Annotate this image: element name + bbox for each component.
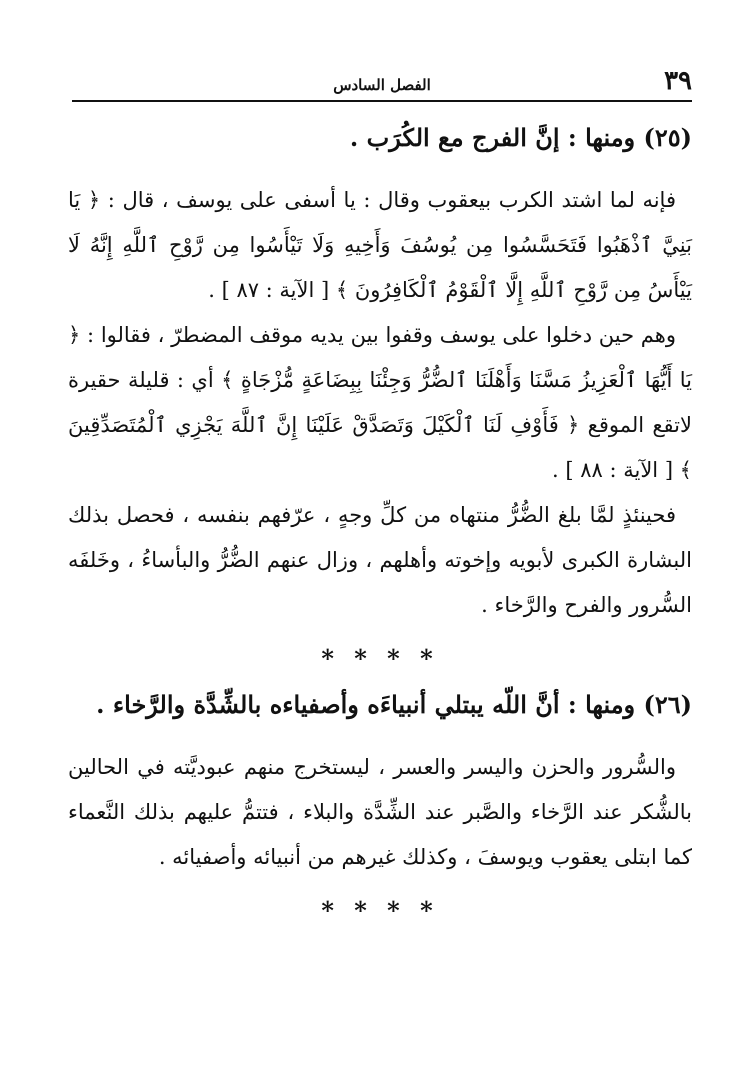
- paragraph: فحينئذٍ لمَّا بلغ الضُّرُّ منتهاه من كلِّ وجهٍ ، عرّفهم بنفسه ، فحصل بذلك البشارة الكبرى لأبويه وإخوته وأهلهم ، وزال عنهم الضُّرُّ والبأساءُ ، وخَلفَه السُّرور والفرح والرَّخاء .: [68, 503, 692, 617]
- section-heading-25: (٢٥) ومنها : إنَّ الفرج مع الكُرَب .: [349, 123, 692, 152]
- paragraph: وهم حين دخلوا على يوسف وقفوا بين يديه موقف المضطرّ ، فقالوا : ﴿ يَا أَيُّهَا ٱلْعَزِيزُ مَسَّنَا وَأَهْلَنَا ٱلضُّرُّ وَجِئْنَا بِبِضَاعَةٍ مُّزْجَاةٍ ﴾ أي : قليلة حقيرة لاتقع الموقع ﴿ فَأَوْفِ لَنَا ٱلْكَيْلَ وَتَصَدَّقْ عَلَيْنَا إِنَّ ٱللَّهَ يَجْزِي ٱلْمُتَصَدِّقِينَ ﴾ [ الآية : ٨٨ ] .: [68, 323, 692, 482]
- page-header: [72, 66, 692, 100]
- section-separator: * * * *: [321, 896, 439, 925]
- paragraph: فإنه لما اشتد الكرب بيعقوب وقال : يا أسفى على يوسف ، قال : ﴿ يَا بَنِيَّ ٱذْهَبُوا فَتَحَسَّسُوا مِن يُوسُفَ وَأَخِيهِ وَلَا تَيْأَسُوا مِن رَّوْحِ ٱللَّهِ إِنَّهُ لَا يَيْأَسُ مِن رَّوْحِ ٱللَّهِ إِلَّا ٱلْقَوْمُ ٱلْكَافِرُونَ ﴾ [ الآية : ٨٧ ] .: [68, 188, 692, 302]
- page-number: ٣٩: [664, 66, 692, 96]
- section-heading-26: (٢٦) ومنها : أنَّ اللّه يبتلي أنبياءَه وأصفياءه بالشِّدَّة والرَّخاء .: [96, 690, 692, 719]
- chapter-title: الفصل السادس: [333, 76, 431, 94]
- section-separator: * * * *: [321, 644, 439, 673]
- page-content: [68, 118, 692, 937]
- header-rule: [72, 100, 692, 102]
- paragraph: والسُّرور والحزن واليسر والعسر ، ليستخرج منهم عبوديَّته في الحالين بالشُّكر عند الرَّخاء والصَّبر عند الشِّدَّة والبلاء ، فتتمُّ عليهم بذلك النَّعماء كما ابتلى يعقوب ويوسفَ ، وكذلك غيرهم من أنبيائه وأصفيائه .: [68, 755, 692, 869]
